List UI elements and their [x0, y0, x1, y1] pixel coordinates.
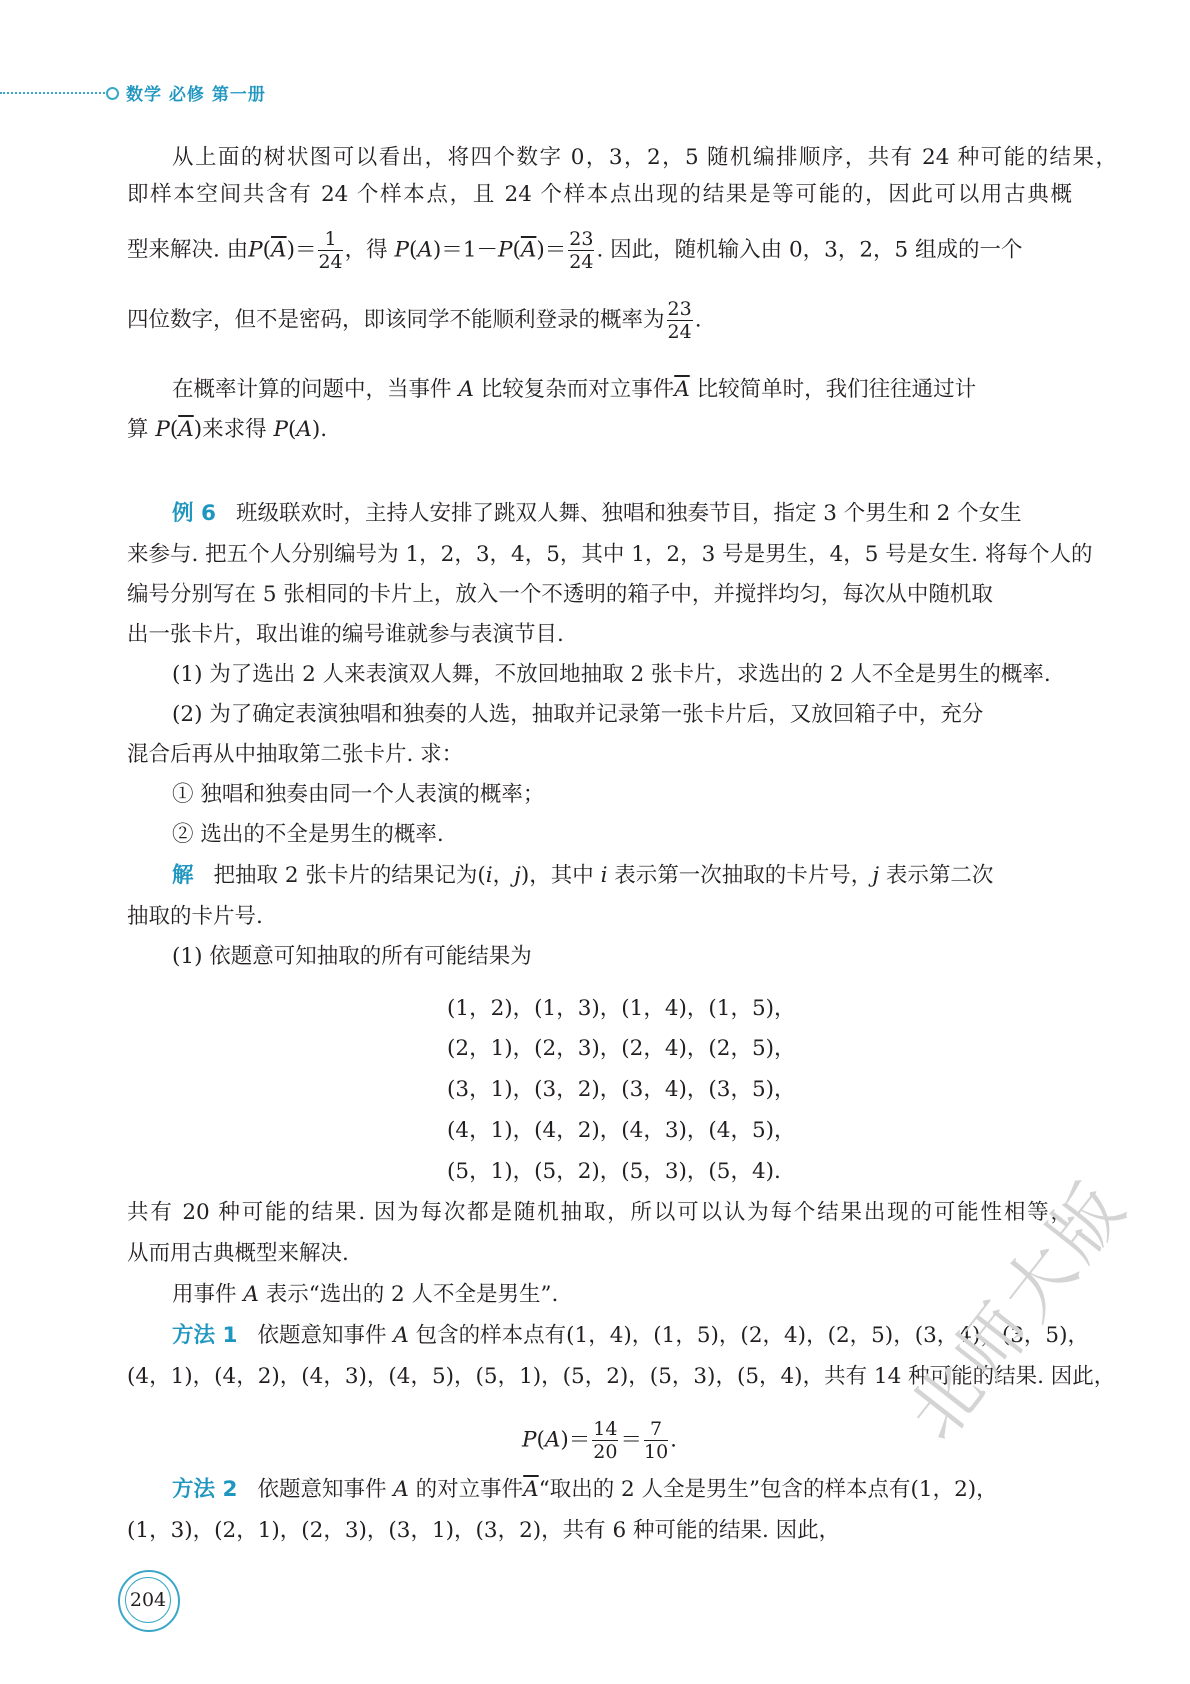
header-circle-icon	[106, 87, 119, 100]
math-var: P	[155, 417, 170, 442]
math-var: A	[417, 237, 433, 263]
paragraph-line: 出一张卡片，取出谁的编号谁就参与表演节目.	[127, 622, 564, 647]
sub-question-1: ① 独唱和独奏由同一个人表演的概率；	[172, 782, 545, 807]
fraction	[318, 228, 342, 273]
math-var: $\overline{A}$	[523, 1477, 539, 1502]
text: 用事件	[172, 1282, 244, 1307]
text: 班级联欢时，主持人安排了跳双人舞、独唱和独奏节目，指定 3 个男生和 2 个女生	[235, 501, 1022, 526]
denominator: 10	[643, 1441, 669, 1463]
math-var: $\overline{A}$	[520, 237, 537, 263]
math-op: ＝	[568, 1427, 591, 1453]
text: 比较复杂而对立事件	[473, 377, 675, 402]
fraction	[644, 1418, 668, 1463]
numerator: 23	[569, 228, 594, 250]
paragraph-line: (4，1)，(4，2)，(4，3)，(4，5)，(5，1)，(5，2)，(5，3)，(5，4)，共有 14 种可能的结果. 因此，	[127, 1364, 1116, 1389]
math-var: A	[544, 1427, 561, 1453]
math-var: A	[243, 1282, 259, 1307]
text: .	[670, 1427, 678, 1453]
denominator: 20	[593, 1441, 618, 1463]
math-var: A	[458, 377, 474, 402]
math-op: ＝	[294, 237, 317, 263]
numerator: 1	[318, 228, 342, 251]
numerator: 14	[593, 1418, 618, 1440]
text: 型来解决. 由	[127, 237, 249, 263]
paragraph-line: 混合后再从中抽取第二张卡片. 求：	[127, 742, 464, 767]
text: 1－	[462, 237, 498, 263]
math-var: j	[872, 863, 879, 888]
math-op: ＝	[441, 237, 463, 263]
solution-label: 解	[172, 863, 194, 888]
paragraph-line: 算 $P(\overline{A})$来求得 P(A).	[127, 417, 328, 442]
sub-question-2: ② 选出的不全是男生的概率.	[172, 822, 444, 847]
fraction	[667, 298, 693, 343]
question-2: (2) 为了确定表演独唱和独奏的人选，抽取并记录第一张卡片后，又放回箱子中，充分	[172, 702, 984, 727]
header-title: 数学 必修 第一册	[126, 85, 266, 105]
publisher-watermark: 北师大版	[891, 1164, 1144, 1455]
text: 依题意知事件	[257, 1323, 394, 1348]
equation: P(A)＝ $\frac{14}{20}$ ＝ $\frac{7}{10}$ .	[521, 1418, 678, 1463]
math-var: j	[514, 863, 521, 888]
numerator: 23	[667, 298, 692, 320]
math-op: ＝	[620, 1427, 642, 1453]
text: .	[694, 307, 702, 333]
outcome-row: (5，1)，(5，2)，(5，3)，(5，4).	[447, 1159, 781, 1184]
outcome-row: (3，1)，(3，2)，(3，4)，(3，5)，	[447, 1077, 796, 1102]
page-number: 204	[125, 1577, 171, 1623]
math-var: P	[394, 237, 409, 263]
math-var: A	[393, 1477, 409, 1502]
text: 在概率计算的问题中，当事件	[172, 377, 459, 402]
outcome-row: (2，1)，(2，3)，(2，4)，(2，5)，	[447, 1036, 796, 1061]
paragraph-line	[127, 298, 1072, 343]
method-2-line	[127, 1475, 1117, 1505]
paragraph-line: 型来解决. 由$P(\overline{A})=$ $\frac{1}{24}$ ，得 $P(A)=1-P(\overline{A})=$ $\frac{23}{24}$ . 因此，随机输入由 0，3，2，5 组成的一个	[127, 228, 1023, 273]
text: 的对立事件	[408, 1477, 524, 1502]
numerator: 7	[644, 1418, 668, 1441]
header-dotted-line	[0, 92, 108, 94]
text: 表示第一次抽取的卡片号，	[607, 863, 873, 888]
method-1-label: 方法 1	[172, 1323, 238, 1348]
denominator: 24	[667, 321, 692, 343]
text: .	[320, 417, 328, 442]
text: ，	[492, 863, 515, 888]
fraction	[568, 228, 594, 273]
math-var: A	[296, 417, 312, 442]
text: 表示“选出的 2 人不全是男生”.	[258, 1282, 559, 1307]
math-var: P	[248, 237, 263, 263]
paragraph-line: 抽取的卡片号.	[127, 904, 263, 929]
page-number-badge	[118, 1570, 180, 1632]
text: 把抽取 2 张卡片的结果记为(	[213, 863, 486, 888]
text: )，其中	[520, 863, 601, 888]
math-var: $\overline{A}$	[271, 237, 287, 263]
solution-heading-line	[127, 861, 1117, 891]
text: ，得	[344, 237, 388, 263]
math-var: $\overline{A}$	[178, 417, 194, 442]
denominator: 24	[318, 251, 343, 273]
text: 包含的样本点有(1，4)，(1，5)，(2，4)，(2，5)，(3，4)，(3，5)，	[408, 1323, 1089, 1348]
text: 表示第二次	[878, 863, 994, 888]
paragraph-line	[127, 375, 1117, 405]
paragraph-line: 即样本空间共含有 24 个样本点，且 24 个样本点出现的结果是等可能的，因此可以用古典概	[127, 182, 1072, 207]
example-heading-line	[127, 499, 1117, 529]
paragraph-line: 共有 20 种可能的结果. 因为每次都是随机抽取，所以可以认为每个结果出现的可能性相等，	[127, 1200, 1072, 1225]
text: 算	[127, 417, 156, 442]
math-var: $\overline{A}$	[674, 377, 690, 402]
paragraph-line: 编号分别写在 5 张相同的卡片上，放入一个不透明的箱子中，并搅拌均匀，每次从中随机取	[127, 582, 993, 607]
math-op: ＝	[544, 237, 567, 263]
paragraph-line: 从而用古典概型来解决.	[127, 1241, 349, 1266]
math-var: P	[273, 417, 288, 442]
text: . 因此，随机输入由 0，3，2，5 组成的一个	[596, 237, 1023, 263]
text: 依题意知事件	[257, 1477, 394, 1502]
question-1: (1) 为了选出 2 人来表演双人舞，不放回地抽取 2 张卡片，求选出的 2 人不全是男生的概率.	[172, 662, 1051, 687]
text: “取出的 2 人全是男生”包含的样本点有(1，2)，	[538, 1477, 998, 1502]
paragraph-line: 来参与. 把五个人分别编号为 1，2，3，4，5，其中 1，2，3 号是男生，4，5 号是女生. 将每个人的	[127, 542, 1093, 567]
math-var: i	[600, 863, 608, 888]
text: 比较简单时，我们往往通过计	[689, 377, 977, 402]
text: 来求得	[202, 417, 274, 442]
paragraph-line: (1，3)，(2，1)，(2，3)，(3，1)，(3，2)，共有 6 种可能的结果. 因此，	[127, 1518, 841, 1543]
text: 四位数字，但不是密码，即该同学不能顺利登录的概率为	[127, 307, 665, 333]
fraction	[592, 1418, 618, 1463]
example-label: 例 6	[172, 501, 216, 526]
math-var: A	[393, 1323, 409, 1348]
outcome-row: (4，1)，(4，2)，(4，3)，(4，5)，	[447, 1118, 796, 1143]
paragraph-line: (1) 依题意可知抽取的所有可能结果为	[172, 944, 532, 969]
method-2-label: 方法 2	[172, 1477, 238, 1502]
denominator: 24	[569, 251, 594, 273]
paragraph-line: 从上面的树状图可以看出，将四个数字 0，3，2，5 随机编排顺序，共有 24 种可能的结果，	[172, 145, 1117, 170]
math-var: P	[498, 237, 513, 263]
math-var: P	[521, 1427, 537, 1453]
outcome-row: (1，2)，(1，3)，(1，4)，(1，5)，	[447, 996, 796, 1021]
math-var: i	[485, 863, 493, 888]
running-header	[0, 80, 300, 106]
